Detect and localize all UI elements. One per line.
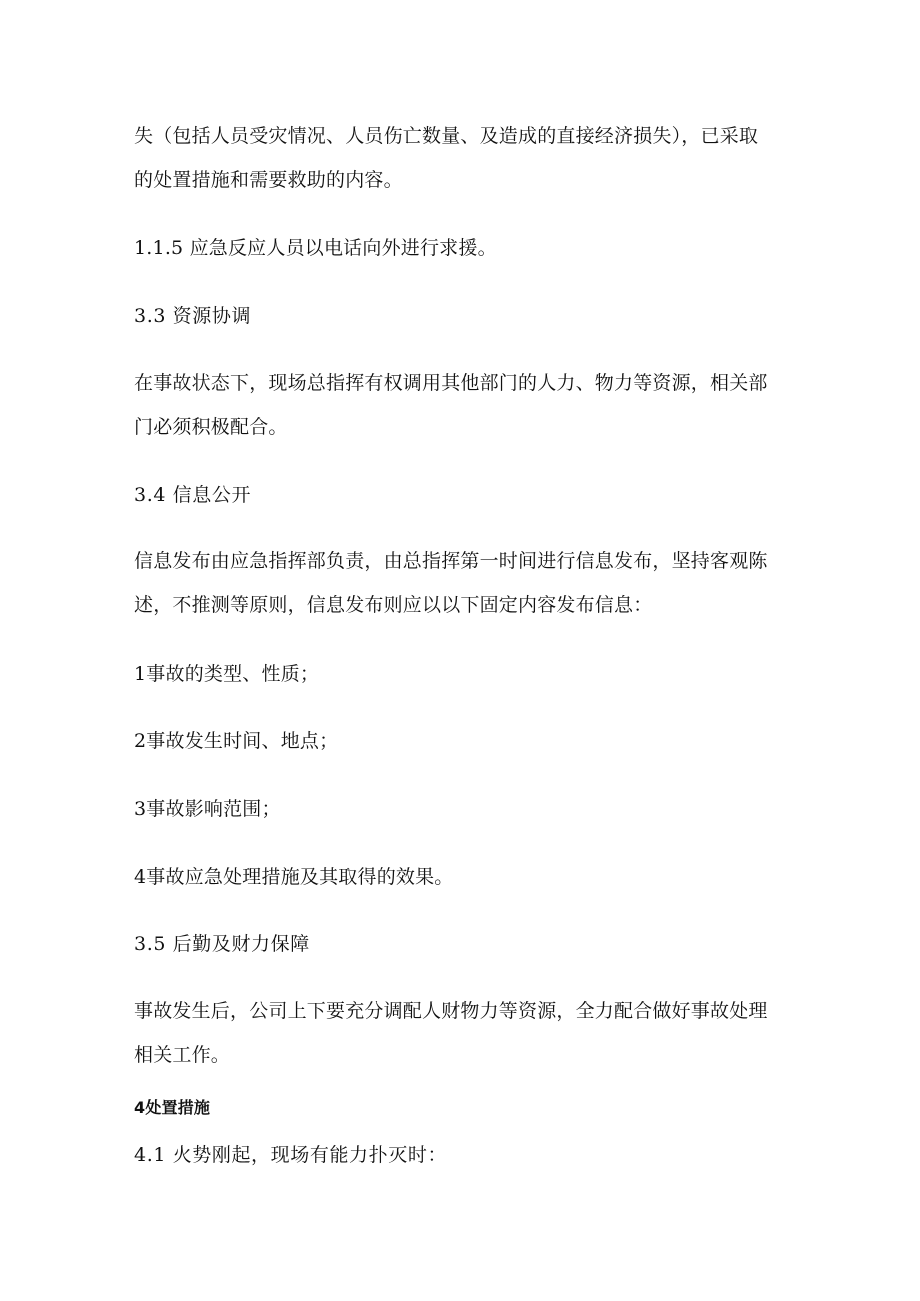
paragraph-line: 门必须积极配合。 — [134, 416, 288, 438]
list-item: 1事故的类型、性质； — [134, 663, 320, 685]
section-heading-3-4: 3.4 信息公开 — [134, 484, 252, 506]
paragraph-line: 1.1.5 应急反应人员以电话向外进行求援。 — [134, 237, 497, 259]
section-heading-3-3: 3.3 资源协调 — [134, 305, 252, 327]
section-heading-3-5: 3.5 后勤及财力保障 — [134, 933, 310, 955]
list-item: 3事故影响范围； — [134, 798, 281, 820]
paragraph-line: 事故发生后，公司上下要充分调配人财物力等资源，全力配合做好事故处理 — [134, 1000, 768, 1022]
section-heading-4: 4处置措施 — [134, 1098, 211, 1117]
paragraph-line: 相关工作。 — [134, 1044, 231, 1066]
list-item: 4事故应急处理措施及其取得的效果。 — [134, 866, 454, 888]
section-heading-4-1: 4.1 火势刚起，现场有能力扑灭时： — [134, 1144, 448, 1166]
paragraph-line: 失（包括人员受灾情况、人员伤亡数量、及造成的直接经济损失），已采取 — [134, 125, 759, 147]
list-item: 2事故发生时间、地点； — [134, 730, 339, 752]
paragraph-line: 的处置措施和需要救助的内容。 — [134, 169, 403, 191]
paragraph-line: 述，不推测等原则，信息发布则应以以下固定内容发布信息： — [134, 594, 653, 616]
paragraph-line: 信息发布由应急指挥部负责，由总指挥第一时间进行信息发布，坚持客观陈 — [134, 550, 768, 572]
paragraph-line: 在事故状态下，现场总指挥有权调用其他部门的人力、物力等资源，相关部 — [134, 372, 768, 394]
